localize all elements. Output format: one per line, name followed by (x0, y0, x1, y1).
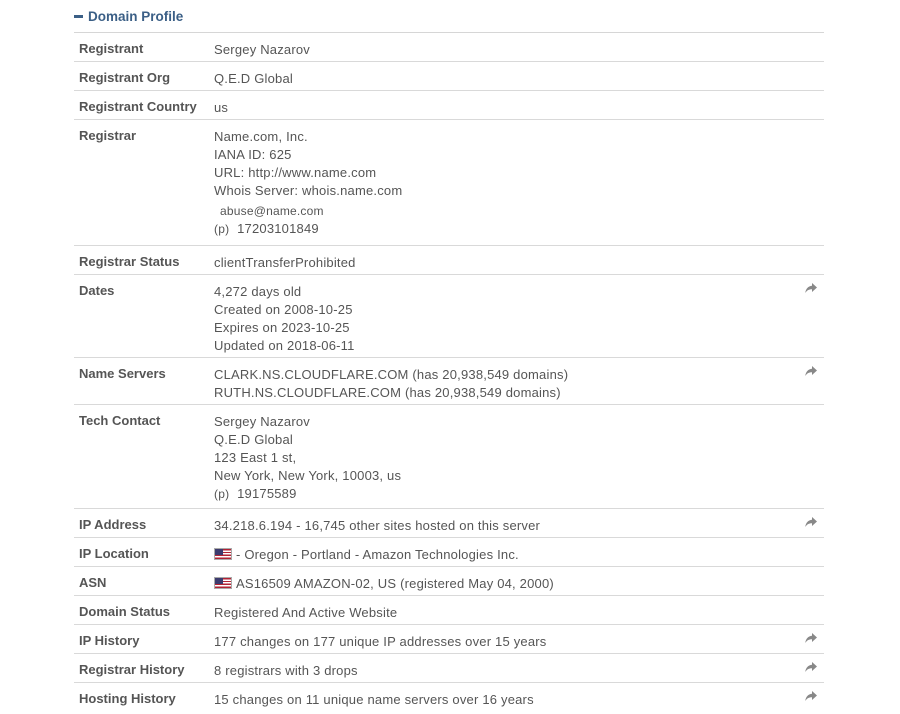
value-line: Q.E.D Global (214, 432, 293, 447)
domain-profile-header[interactable] (74, 0, 824, 33)
value-line: URL: http://www.name.com (214, 165, 377, 180)
phone-label: (p) (214, 487, 230, 501)
row-domain-status (74, 596, 824, 625)
value-line: 4,272 days old (214, 284, 302, 299)
section-title: Domain Profile (88, 8, 184, 24)
value-line: RUTH.NS.CLOUDFLARE.COM (has 20,938,549 domains) (214, 385, 561, 400)
row-label: Hosting History (79, 691, 176, 706)
share-arrow-icon[interactable] (804, 364, 818, 378)
row-value (214, 120, 824, 238)
value-line: us (214, 100, 229, 115)
row-value (214, 567, 824, 593)
row-value (214, 91, 824, 117)
registrar-email: abuse@name.com (220, 204, 324, 218)
row-value (214, 596, 824, 622)
row-ip-address (74, 509, 824, 538)
row-value (214, 509, 824, 535)
asn-text: AS16509 AMAZON-02, US (registered May 04, 2000) (236, 576, 554, 591)
row-registrant-country (74, 91, 824, 120)
row-value (214, 275, 824, 355)
row-dates (74, 275, 824, 358)
value-line: 15 changes on 11 unique name servers over 16 years (214, 692, 534, 707)
share-arrow-icon[interactable] (804, 631, 818, 645)
row-label: Registrant Org (79, 70, 171, 85)
row-registrant-org (74, 62, 824, 91)
value-line: clientTransferProhibited (214, 255, 356, 270)
tech-phone-line (214, 485, 824, 503)
share-arrow-icon[interactable] (804, 689, 818, 703)
value-line: Sergey Nazarov (214, 414, 311, 429)
tech-phone: 19175589 (237, 486, 297, 501)
row-label: Domain Status (79, 604, 171, 619)
value-line: IANA ID: 625 (214, 147, 292, 162)
value-line: 123 East 1 st, (214, 450, 297, 465)
value-line: Whois Server: whois.name.com (214, 183, 403, 198)
value-line: Sergey Nazarov (214, 42, 311, 57)
ip-location-text: - Oregon - Portland - Amazon Technologies Inc. (236, 547, 519, 562)
share-arrow-icon[interactable] (804, 515, 818, 529)
value-line: 177 changes on 177 unique IP addresses over 15 years (214, 634, 547, 649)
share-arrow-icon[interactable] (804, 281, 818, 295)
row-hosting-history (74, 683, 824, 712)
row-registrar (74, 120, 824, 246)
row-label: Registrant (79, 41, 144, 56)
value-line: 34.218.6.194 - 16,745 other sites hosted on this server (214, 518, 541, 533)
row-label: Tech Contact (79, 413, 161, 428)
row-value (214, 33, 824, 59)
value-line: New York, New York, 10003, us (214, 468, 402, 483)
row-value (214, 358, 824, 402)
value-line: Q.E.D Global (214, 71, 293, 86)
row-label: Dates (79, 283, 115, 298)
registrar-phone-line (214, 220, 824, 238)
value-line: Expires on 2023-10-25 (214, 320, 350, 335)
row-value (214, 683, 824, 709)
row-label: IP Address (79, 517, 147, 532)
row-value (214, 625, 824, 651)
row-label: ASN (79, 575, 107, 590)
row-ip-history (74, 625, 824, 654)
value-line (214, 575, 824, 593)
row-label: IP History (79, 633, 140, 648)
row-label: Registrar History (79, 662, 185, 677)
us-flag-icon (214, 577, 232, 589)
value-line: 8 registrars with 3 drops (214, 663, 358, 678)
row-label: Name Servers (79, 366, 166, 381)
row-label: Registrar Status (79, 254, 180, 269)
registrar-phone: 17203101849 (237, 221, 319, 236)
value-line: CLARK.NS.CLOUDFLARE.COM (has 20,938,549 domains) (214, 367, 569, 382)
row-label: Registrar (79, 128, 137, 143)
row-name-servers (74, 358, 824, 405)
value-line: Created on 2008-10-25 (214, 302, 353, 317)
row-label: IP Location (79, 546, 149, 561)
row-value (214, 538, 824, 564)
share-arrow-icon[interactable] (804, 660, 818, 674)
row-label: Registrant Country (79, 99, 197, 114)
row-ip-location (74, 538, 824, 567)
row-tech-contact (74, 405, 824, 509)
value-line: Updated on 2018-06-11 (214, 338, 355, 353)
row-value (214, 405, 824, 503)
row-value (214, 246, 824, 272)
row-registrant (74, 33, 824, 62)
row-registrar-history (74, 654, 824, 683)
domain-profile-section (74, 0, 824, 712)
phone-label: (p) (214, 222, 230, 236)
minus-icon[interactable] (74, 15, 83, 18)
value-line (214, 546, 824, 564)
row-registrar-status (74, 246, 824, 275)
row-asn (74, 567, 824, 596)
value-line: Registered And Active Website (214, 605, 398, 620)
value-line: Name.com, Inc. (214, 129, 308, 144)
us-flag-icon (214, 548, 232, 560)
row-value (214, 62, 824, 88)
row-value (214, 654, 824, 680)
